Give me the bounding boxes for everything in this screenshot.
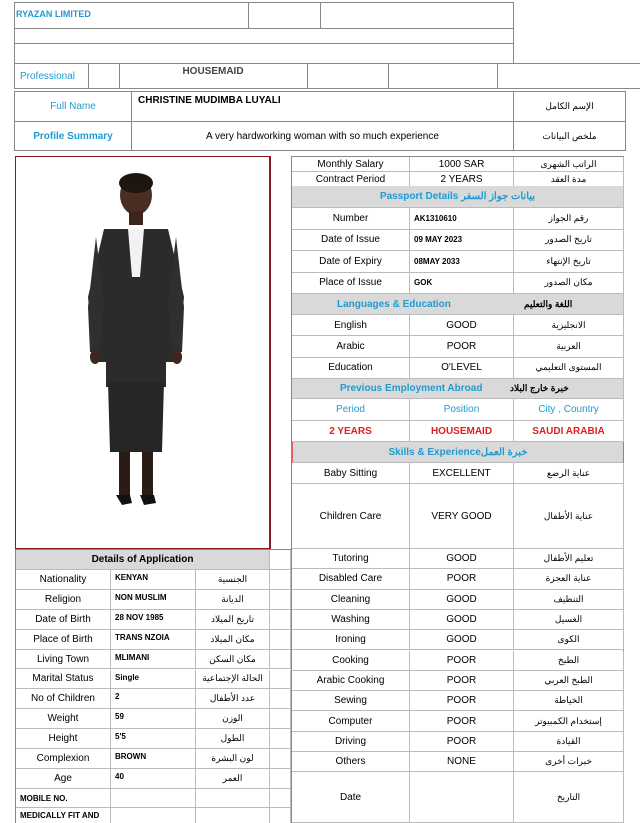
employment-country-header: City , Country xyxy=(514,399,624,421)
position-title: HOUSEMAID xyxy=(182,65,244,77)
detail-ar: لون البشرة xyxy=(196,749,270,769)
skill-ar: التاريخ xyxy=(514,772,624,823)
skill-value: GOOD xyxy=(410,630,514,650)
skill-ar: عناية الرضع xyxy=(514,463,624,484)
detail-ar: مكان الميلاد xyxy=(196,630,270,650)
passport-ar: مكان الصدور xyxy=(514,273,624,295)
detail-value: 28 NOV 1985 xyxy=(111,610,196,630)
employment-position-header: Position xyxy=(410,399,514,421)
detail-spacer xyxy=(270,670,291,690)
skill-ar: القيادة xyxy=(514,732,624,752)
detail-ar: الطول xyxy=(196,729,270,749)
full-name-value: CHRISTINE MUDIMBA LUYALI xyxy=(138,94,281,106)
detail-ar: مكان السكن xyxy=(196,650,270,670)
detail-value: NON MUSLIM xyxy=(111,590,196,610)
salary-value: 1000 SAR xyxy=(410,157,514,172)
passport-label: Place of Issue xyxy=(292,273,410,295)
skill-value: GOOD xyxy=(410,590,514,610)
language-label: Education xyxy=(292,358,410,379)
detail-label: Living Town xyxy=(16,650,111,670)
detail-ar: الجنسية xyxy=(196,570,270,590)
detail-value: 2 xyxy=(111,689,196,709)
skill-ar: عناية الأطفال xyxy=(514,484,624,549)
detail-value: MLIMANI xyxy=(111,650,196,670)
language-value: O'LEVEL xyxy=(410,358,514,379)
skill-value: POOR xyxy=(410,732,514,752)
language-ar: الانجليزية xyxy=(514,315,624,336)
skill-value: VERY GOOD xyxy=(410,484,514,549)
skill-value: POOR xyxy=(410,671,514,691)
language-value: POOR xyxy=(410,336,514,357)
skill-ar: الكوى xyxy=(514,630,624,650)
employment-period-header: Period xyxy=(292,399,410,421)
detail-label: Weight xyxy=(16,709,111,729)
detail-spacer xyxy=(270,650,291,670)
salary-ar: مدة العقد xyxy=(514,172,624,187)
detail-value: Single xyxy=(111,670,196,690)
detail-label: Religion xyxy=(16,590,111,610)
skill-value: EXCELLENT xyxy=(410,463,514,484)
skill-ar: تعليم الأطفال xyxy=(514,549,624,569)
passport-header: Passport Details بيانات جواز السفر xyxy=(292,186,624,208)
detail-spacer xyxy=(270,610,291,630)
skill-value: POOR xyxy=(410,691,514,711)
skill-label: Cleaning xyxy=(292,590,410,610)
detail-label: No of Children xyxy=(16,689,111,709)
detail-value: KENYAN xyxy=(111,570,196,590)
language-value: GOOD xyxy=(410,315,514,336)
skill-value xyxy=(410,772,514,823)
profile-label: Profile Summary xyxy=(33,130,113,142)
employment-position: HOUSEMAID xyxy=(410,421,514,442)
skill-label: Arabic Cooking xyxy=(292,671,410,691)
language-ar: المستوى التعليمي xyxy=(514,358,624,379)
skill-ar: عناية العجزة xyxy=(514,569,624,589)
passport-ar: تاريخ الإنتهاء xyxy=(514,251,624,273)
skill-value: POOR xyxy=(410,651,514,671)
detail-label: Place of Birth xyxy=(16,630,111,650)
passport-ar: تاريخ الصدور xyxy=(514,230,624,252)
skill-label: Tutoring xyxy=(292,549,410,569)
detail-value: 40 xyxy=(111,769,196,789)
applicant-photo xyxy=(16,157,268,547)
salary-label: Contract Period xyxy=(292,172,410,187)
skill-value: GOOD xyxy=(410,549,514,569)
detail-spacer xyxy=(270,570,291,590)
languages-header: Languages & Education اللغة والتعليم xyxy=(292,294,624,315)
skill-ar: إستخدام الكمبيوتر xyxy=(514,711,624,731)
detail-ar: العمر xyxy=(196,769,270,789)
profile-ar: ملخص البيانات xyxy=(542,130,597,141)
passport-value: 08MAY 2033 xyxy=(410,251,514,273)
skill-label: Date xyxy=(292,772,410,823)
detail-value: TRANS NZOIA xyxy=(111,630,196,650)
language-ar: العربية xyxy=(514,336,624,357)
details-header: Details of Application xyxy=(16,550,270,570)
detail-spacer xyxy=(270,769,291,789)
mobile-label: MOBILE NO. xyxy=(16,789,111,808)
profile-summary: A very hardworking woman with so much experience xyxy=(206,130,439,142)
skill-ar: الغسيل xyxy=(514,610,624,630)
skill-ar: الخياطة xyxy=(514,691,624,711)
detail-spacer xyxy=(270,729,291,749)
detail-ar: الوزن xyxy=(196,709,270,729)
salary-label: Monthly Salary xyxy=(292,157,410,172)
skills-header: Skills & Experienceخبرة العمل xyxy=(292,442,624,463)
salary-value: 2 YEARS xyxy=(410,172,514,187)
detail-spacer xyxy=(270,689,291,709)
skill-label: Disabled Care xyxy=(292,569,410,589)
employment-country: SAUDI ARABIA xyxy=(514,421,624,442)
employment-period: 2 YEARS xyxy=(292,421,410,442)
skill-ar: الطبخ العربي xyxy=(514,671,624,691)
passport-label: Date of Issue xyxy=(292,230,410,252)
skill-label: Sewing xyxy=(292,691,410,711)
professional-label: Professional xyxy=(20,70,76,82)
detail-value: 5'5 xyxy=(111,729,196,749)
detail-label: Marital Status xyxy=(16,670,111,690)
passport-label: Date of Expiry xyxy=(292,251,410,273)
passport-ar: رقم الجواز xyxy=(514,208,624,230)
detail-label: Date of Birth xyxy=(16,610,111,630)
detail-ar: عدد الأطفال xyxy=(196,689,270,709)
skill-label: Washing xyxy=(292,610,410,630)
passport-value: AK1310610 xyxy=(410,208,514,230)
skill-label: Driving xyxy=(292,732,410,752)
detail-ar: الحالة الإجتماعية xyxy=(196,670,270,690)
detail-value: 59 xyxy=(111,709,196,729)
detail-label: Height xyxy=(16,729,111,749)
salary-ar: الراتب الشهرى xyxy=(514,157,624,172)
detail-value: BROWN xyxy=(111,749,196,769)
skill-value: GOOD xyxy=(410,610,514,630)
passport-value: 09 MAY 2023 xyxy=(410,230,514,252)
passport-label: Number xyxy=(292,208,410,230)
detail-spacer xyxy=(270,709,291,729)
skill-value: NONE xyxy=(410,752,514,772)
skill-ar: التنظيف xyxy=(514,590,624,610)
full-name-ar: الإسم الكامل xyxy=(545,100,594,111)
detail-spacer xyxy=(270,749,291,769)
detail-ar: الديانة xyxy=(196,590,270,610)
skill-label: Computer xyxy=(292,711,410,731)
skill-value: POOR xyxy=(410,569,514,589)
employment-header: Previous Employment Abroad خبرة خارج البلاد xyxy=(292,379,624,399)
skill-ar: خبرات أخرى xyxy=(514,752,624,772)
passport-value: GOK xyxy=(410,273,514,295)
full-name-label: Full Name xyxy=(50,100,96,112)
detail-label: Age xyxy=(16,769,111,789)
detail-spacer xyxy=(270,630,291,650)
skill-label: Others xyxy=(292,752,410,772)
skill-label: Ironing xyxy=(292,630,410,650)
skill-label: Cooking xyxy=(292,651,410,671)
detail-label: Complexion xyxy=(16,749,111,769)
language-label: Arabic xyxy=(292,336,410,357)
skill-label: Baby Sitting xyxy=(292,463,410,484)
medical-label: MEDICALLY FIT AND xyxy=(16,808,111,823)
skill-value: POOR xyxy=(410,711,514,731)
skill-ar: الطبخ xyxy=(514,651,624,671)
detail-label: Nationality xyxy=(16,570,111,590)
detail-ar: تاريخ الميلاد xyxy=(196,610,270,630)
company-name: RYAZAN LIMITED xyxy=(16,9,91,19)
language-label: English xyxy=(292,315,410,336)
skill-label: Children Care xyxy=(292,484,410,549)
applicant-photo-frame xyxy=(15,156,271,549)
detail-spacer xyxy=(270,590,291,610)
